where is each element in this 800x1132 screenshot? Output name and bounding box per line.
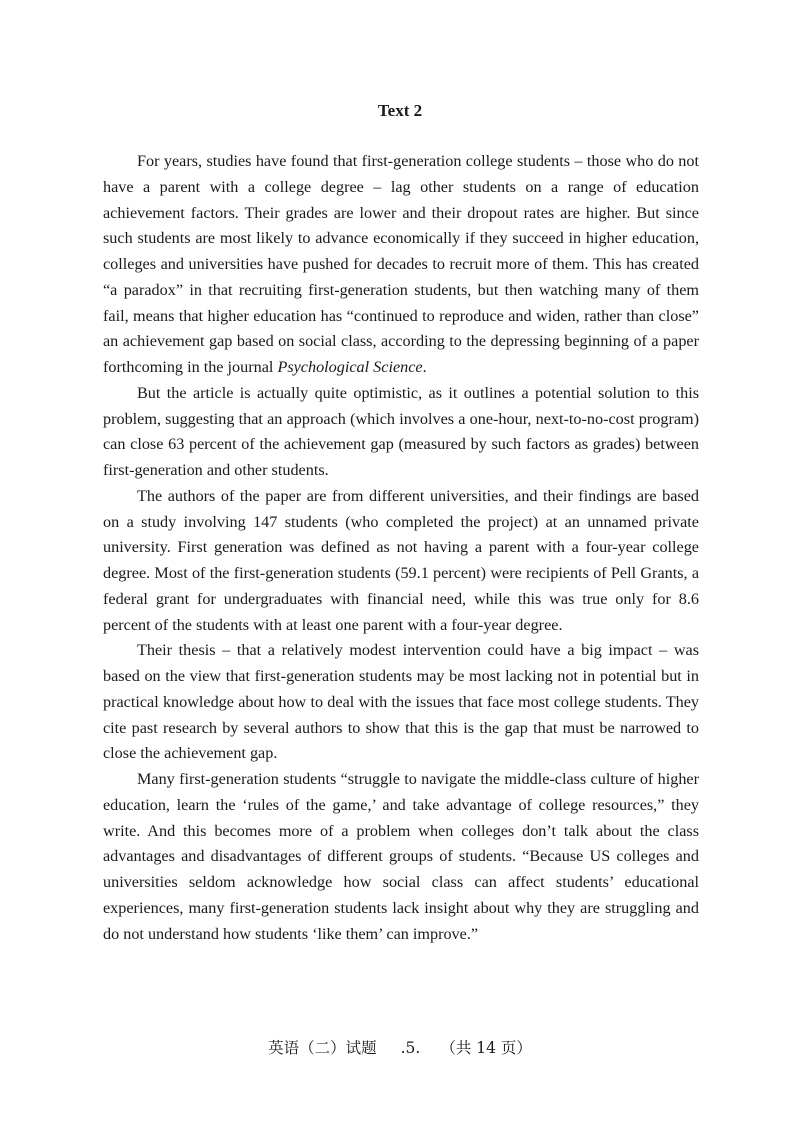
paragraph-3: The authors of the paper are from different universities, and their findings are based on a study involving 147 students (who completed the project) at an unnamed private university. First generation was defined as not having a parent with a four-year college degree. Most of the first-generation students (59.1 percent) were recipients of Pell Grants, a federal grant for undergraduates with financial need, while this was true only for 8.6 percent of the students with at least one parent with a four-year degree.	[103, 486, 699, 634]
text-title: Text 2	[377, 101, 423, 120]
page-footer	[0, 1037, 800, 1059]
journal-name: Psychological Science	[277, 358, 423, 376]
paragraph-4: Their thesis – that a relatively modest intervention could have a big impact – was based on the view that first-generation students may be most lacking not in potential but in practical knowledge about how to deal with the issues that face most college students. They cite past research by several authors to show that this is the gap that must be narrowed to close the achievement gap.	[103, 641, 699, 763]
paragraph-5: Many first-generation students “struggle to navigate the middle-class culture of higher education, learn the ‘rules of the game,’ and take advantage of college resources,” they write. And this becomes more of a problem when colleges don’t talk about the class advantages and disadvantages of different groups of students. “Because US colleges and universities seldom acknowledge how social class can affect students’ educational experiences, many first-generation students lack insight about why they are struggling and do not understand how students ‘like them’ can improve.”	[103, 770, 699, 943]
paragraph-2: But the article is actually quite optimistic, as it outlines a potential solution to this problem, suggesting that an approach (which involves a one-hour, next-to-no-cost program) can close 63 percent of the achievement gap (measured by such factors as grades) between first-generation and other students.	[103, 383, 699, 479]
footer-total-pages: （共 14 页）	[440, 1039, 532, 1057]
article-body	[103, 149, 699, 947]
paragraph-1-end: .	[422, 358, 427, 376]
footer-subject: 英语（二）试题	[268, 1039, 377, 1057]
paragraph-1-text: For years, studies have found that first-generation college students – those who do not have a parent with a college degree – lag other students on a range of education achievement factors. Their grades are lower and their dropout rates are higher. But since such students are most likely to advance economically if they succeed in higher education, colleges and universities have pushed for decades to recruit more of them. This has created “a paradox” in that recruiting first-generation students, but then watching many of them fail, means that higher education has “continued to reproduce and widen, rather than close” an achievement gap based on social class, according to the depressing beginning of a paper forthcoming in the journal	[103, 152, 699, 376]
footer-page-number: .5.	[400, 1039, 421, 1057]
paragraph-1	[103, 149, 699, 381]
